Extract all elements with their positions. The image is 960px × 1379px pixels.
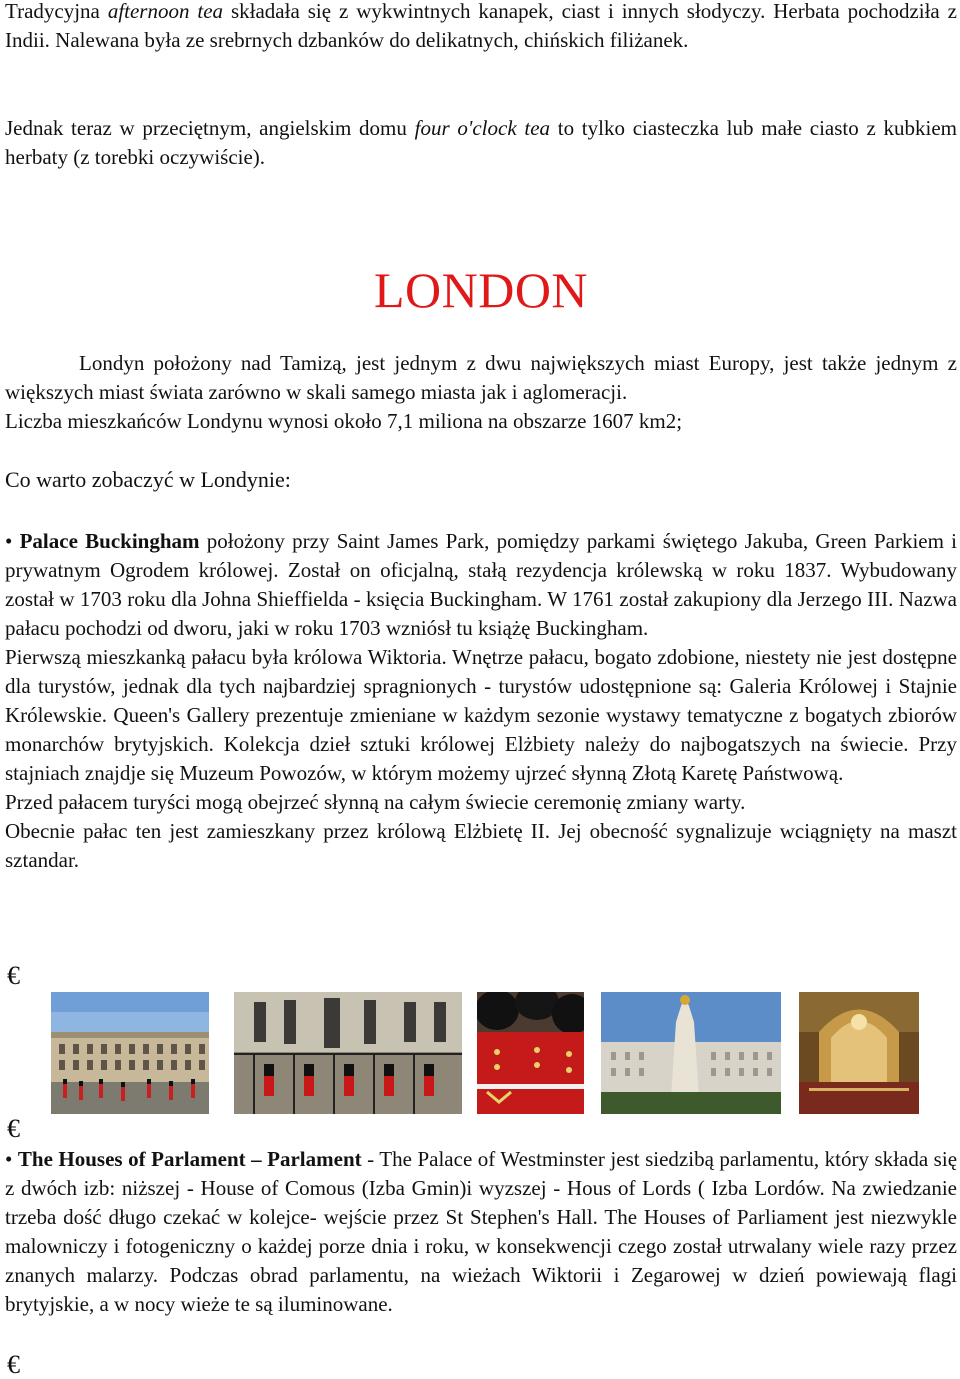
intro-line-2: Liczba mieszkańców Londynu wynosi około 7,1 miliona na obszarze 1607 km2; — [5, 409, 683, 433]
text-run: to tylko ciasteczka lub małe ciasto z kubkiem herbaty (z torebki oczywiście). — [5, 116, 958, 169]
palace-gate-guards-photo — [234, 992, 462, 1114]
palace-interior-photo — [799, 992, 919, 1114]
paragraph-afternoon-tea — [5, 0, 957, 55]
text-run: Jednak teraz w przeciętnym, angielskim domu — [5, 116, 415, 140]
buckingham-para-2: Pierwszą mieszkanką pałacu była królowa Wiktoria. Wnętrze pałacu, bogato zdobione, niestety nie jest dostępne dla turystów, jednak dla tych najbardziej spragnionych - turystów udostępnione są: Galeria Królowej i Stajnie Królewskie. Queen's Gallery prezentuje zmieniane w każdym sezonie wystawy tematyczne z bogatych zbiorów monarchów brytyjskich. Kolekcja dzieł sztuki królowej Elżbiety należy do najbogatszych na świecie. Przy stajniach znajdje się Muzeum Powozów, w którym możemy ujrzeć słynną Złotą Karetę Państwową. — [5, 645, 957, 785]
euro-marker-icon: € — [7, 961, 20, 990]
royal-guards-photo — [477, 992, 584, 1114]
text-run: Londyn położony nad Tamizą, jest jednym z dwu największych miast Europy, jest także jednym z większych miast świata zarówno w skali samego miasta jak i aglomeracji. — [5, 351, 957, 404]
intro-line-1 — [5, 349, 957, 407]
buckingham-para-3: Przed pałacem turyści mogą obejrzeć słynną na całym świecie ceremonię zmiany warty. — [5, 790, 746, 814]
bullet-icon: • — [5, 529, 13, 553]
london-intro — [5, 349, 957, 436]
section-heading: Co warto zobaczyć w Londynie: — [5, 467, 291, 492]
paragraph-four-oclock-tea — [5, 114, 957, 172]
buckingham-name: Palace Buckingham — [19, 529, 200, 553]
parliament-section — [5, 1145, 957, 1319]
emphasis-four-oclock-tea: four o'clock tea — [414, 116, 551, 140]
bullet-icon: • — [5, 1147, 13, 1171]
text-run: Tradycyjna — [5, 0, 108, 23]
photo-strip — [51, 992, 919, 1114]
buckingham-section — [5, 527, 957, 875]
text-run: położony przy Saint James Park, pomiędzy parkami świętego Jakuba, Green Parkiem i prywatnym Ogrodem królowej. Został on oficjalną, stałą rezydencja królewską w roku 1837. Wybudowany został w 1703 roku dla Johna Shieffielda - księcia Buckingham. W 1761 został zakupiony dla Jerzego III. Nazwa pałacu pochodzi od dworu, jaki w roku 1703 wzniósł tu książę Buckingham. — [5, 529, 958, 640]
buckingham-palace-photo — [51, 992, 209, 1114]
text-run: - The Palace of Westminster jest siedzibą parlamentu, który składa się z dwóch izb: niższej - House of Comous (Izba Gmin)i wyzszej - Hous of Lords ( Izba Lordów. Na zwiedzanie trzeba dość długo czekać w kolejce- wejście przez St Stephen's Hall. The Houses of Parliament jest niezwykle malowniczy i fotogeniczny o każdej porze dnia i roku, w konsekwencji czego został utrwalany wiele razy przez znanych malarzy. Podczas obrad parlamentu, na wieżach Wiktorii i Zegarowej w dzień powiewają flagi brytyjskie, a w nocy wieże te są iluminowane. — [5, 1147, 958, 1316]
parliament-name: The Houses of Parlament – Parlament — [17, 1147, 362, 1171]
euro-marker-icon: € — [7, 1350, 20, 1379]
title-london: LONDON — [373, 262, 589, 318]
text-run: składała się z wykwintnych kanapek, ciast i innych słodyczy. Herbata pochodziła z Indii. Nalewana była ze srebrnych dzbanków do delikatnych, chińskich filiżanek. — [5, 0, 957, 52]
buckingham-para-4: Obecnie pałac ten jest zamieszkany przez królową Elżbietę II. Jej obecność sygnalizuje wciągnięty na maszt sztandar. — [5, 819, 957, 872]
euro-marker-icon: € — [7, 1114, 20, 1143]
emphasis-afternoon-tea: afternoon tea — [107, 0, 224, 23]
victoria-memorial-photo — [601, 992, 781, 1114]
parliament-para — [5, 1145, 957, 1319]
buckingham-para-1 — [5, 527, 957, 643]
